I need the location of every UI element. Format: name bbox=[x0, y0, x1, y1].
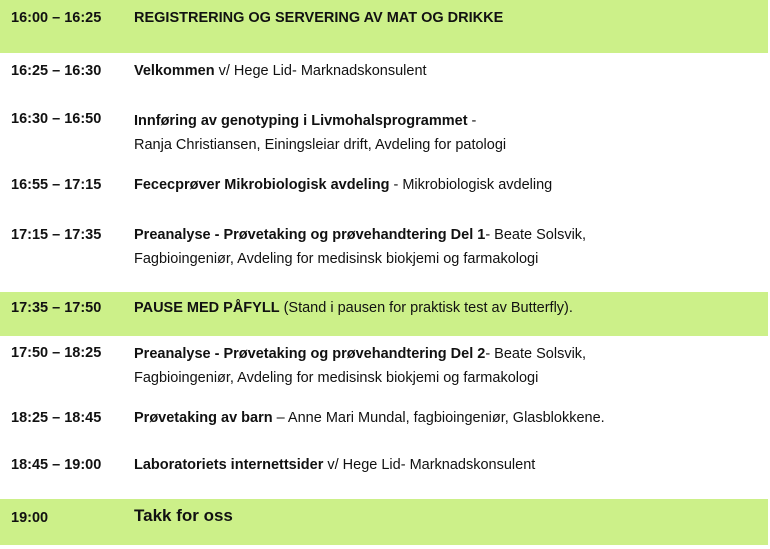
schedule-row-pause bbox=[0, 292, 768, 336]
row-time: 19:00 bbox=[11, 510, 49, 526]
schedule-row-web-pages bbox=[0, 449, 768, 499]
row-title: Takk for oss bbox=[134, 506, 233, 525]
row-speaker: v/ Hege Lid- Marknadskonsulent bbox=[323, 457, 536, 473]
row-description bbox=[134, 453, 535, 477]
row-time: 17:35 – 17:50 bbox=[11, 300, 102, 316]
schedule-row-preanalysis-2 bbox=[0, 336, 768, 403]
row-description bbox=[134, 296, 573, 320]
row-description bbox=[134, 109, 506, 157]
row-description bbox=[134, 173, 552, 197]
row-description bbox=[134, 223, 586, 271]
row-speaker: – Anne Mari Mundal, fagbioingeniør, Glasblokkene. bbox=[272, 410, 605, 426]
row-time: 18:25 – 18:45 bbox=[11, 410, 102, 426]
schedule-row-welcome bbox=[0, 53, 768, 105]
row-time: 16:30 – 16:50 bbox=[11, 111, 102, 127]
row-title: PAUSE MED PÅFYLL bbox=[134, 300, 280, 316]
row-title: Prøvetaking av barn bbox=[134, 410, 273, 426]
row-speaker: - Mikrobiologisk avdeling bbox=[389, 177, 553, 193]
row-description bbox=[134, 342, 586, 390]
row-speaker: - Beate Solsvik, bbox=[485, 346, 587, 362]
row-description bbox=[134, 406, 605, 430]
row-title: Innføring av genotyping i Livmohalsprogrammet bbox=[134, 113, 468, 129]
row-title: REGISTRERING OG SERVERING AV MAT OG DRIKKE bbox=[134, 10, 504, 26]
schedule-row-children-sampling bbox=[0, 403, 768, 449]
schedule-row-feces bbox=[0, 167, 768, 217]
schedule-row-preanalysis-1 bbox=[0, 217, 768, 292]
row-speaker-line2: Ranja Christiansen, Einingsleiar drift, Avdeling for patologi bbox=[134, 137, 507, 153]
row-title: Preanalyse - Prøvetaking og prøvehandtering Del 2 bbox=[134, 346, 486, 362]
row-time: 16:55 – 17:15 bbox=[11, 177, 102, 193]
row-time: 17:15 – 17:35 bbox=[11, 227, 102, 243]
row-speaker: v/ Hege Lid- Marknadskonsulent bbox=[214, 63, 427, 79]
row-time: 16:00 – 16:25 bbox=[11, 10, 102, 26]
schedule-row-closing bbox=[0, 499, 768, 545]
row-title: Fececprøver Mikrobiologisk avdeling bbox=[134, 177, 390, 193]
schedule-row-genotyping bbox=[0, 105, 768, 167]
row-title: Velkommen bbox=[134, 63, 215, 79]
row-time: 18:45 – 19:00 bbox=[11, 457, 102, 473]
schedule-row-registration bbox=[0, 0, 768, 53]
row-title: Preanalyse - Prøvetaking og prøvehandtering Del 1 bbox=[134, 227, 486, 243]
row-description bbox=[134, 6, 503, 30]
row-speaker-line2: Fagbioingeniør, Avdeling for medisinsk biokjemi og farmakologi bbox=[134, 370, 539, 386]
row-description bbox=[134, 59, 427, 83]
row-speaker-line2: Fagbioingeniør, Avdeling for medisinsk biokjemi og farmakologi bbox=[134, 251, 539, 267]
row-time: 16:25 – 16:30 bbox=[11, 63, 102, 79]
row-speaker: (Stand i pausen for praktisk test av Butterfly). bbox=[279, 300, 573, 316]
row-title: Laboratoriets internettsider bbox=[134, 457, 324, 473]
row-speaker: - Beate Solsvik, bbox=[485, 227, 587, 243]
row-time: 17:50 – 18:25 bbox=[11, 345, 102, 361]
row-speaker: - bbox=[467, 113, 477, 129]
